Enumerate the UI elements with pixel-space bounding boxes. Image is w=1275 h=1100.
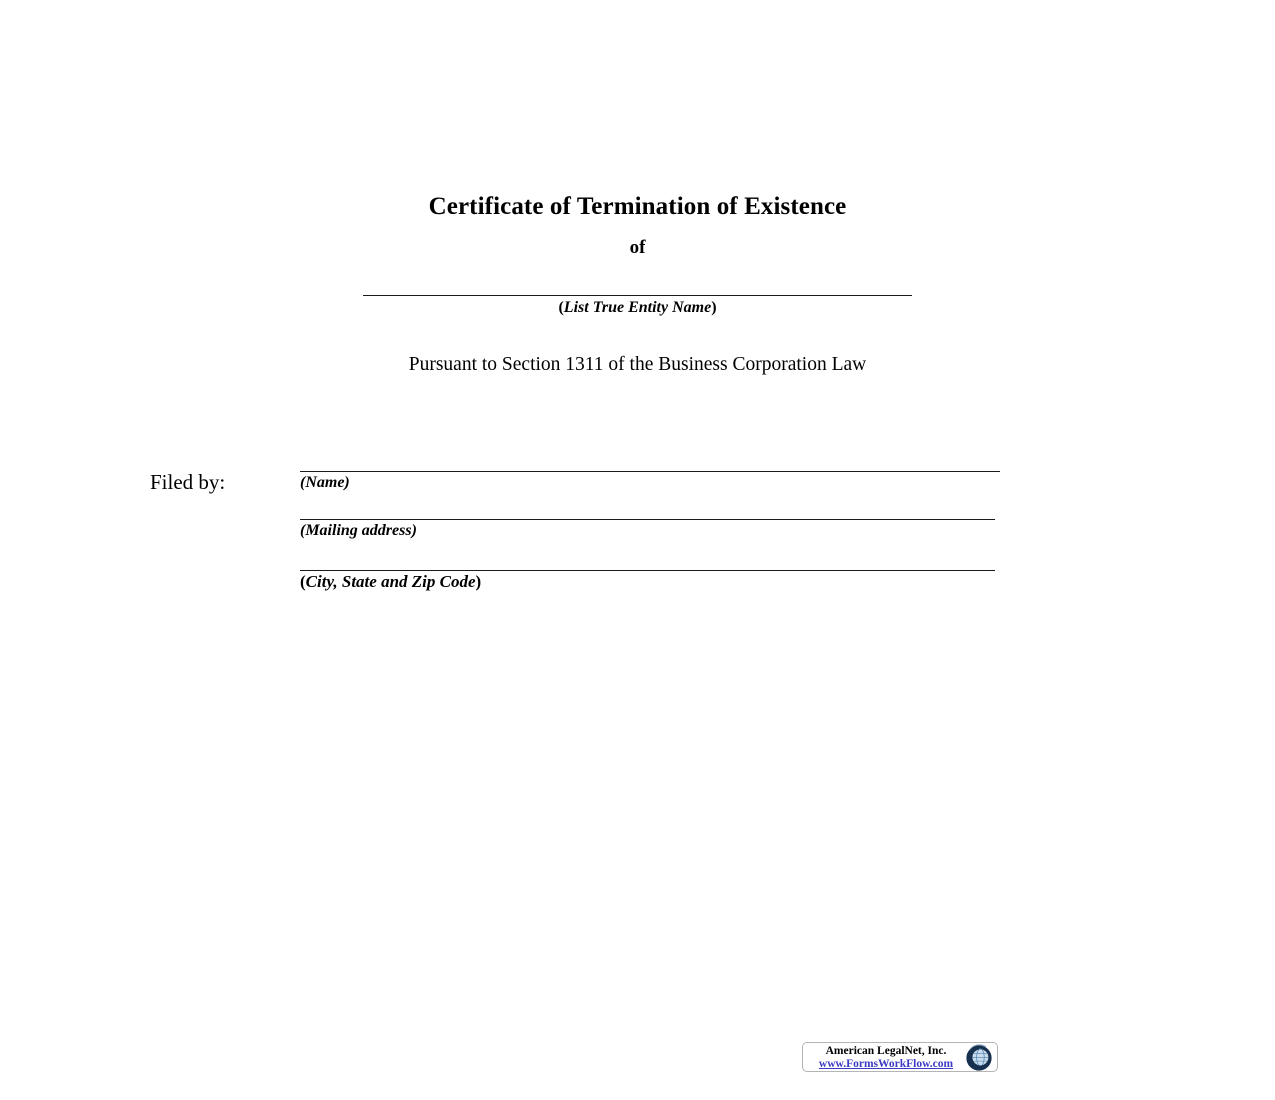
entity-caption-text: List True Entity Name <box>563 299 712 316</box>
filed-by-label: Filed by: <box>150 470 226 494</box>
entity-name-fill-line[interactable] <box>363 295 912 296</box>
statute-reference-line: Pursuant to Section 1311 of the Business Corporation Law <box>408 354 867 375</box>
footer-badge-text <box>811 1045 961 1071</box>
city-caption-close-paren: ) <box>475 572 482 591</box>
city-state-zip-caption <box>300 571 995 592</box>
footer-badge[interactable] <box>802 1042 998 1072</box>
entity-name-caption <box>0 299 1275 317</box>
filed-by-name-row <box>300 471 1000 492</box>
footer-company-name: American LegalNet, Inc. <box>825 1045 947 1057</box>
filed-by-mailing-address-row <box>300 519 995 540</box>
globe-logo-icon <box>965 1044 993 1072</box>
mailing-address-caption: (Mailing address) <box>300 522 417 539</box>
city-caption-open-paren: ( <box>300 572 306 591</box>
filed-by-city-state-zip-row <box>300 570 995 592</box>
page-title: Certificate of Termination of Existence <box>428 193 847 220</box>
name-caption: (Name) <box>300 474 350 491</box>
title-connector-of: of <box>629 237 646 258</box>
entity-caption-open-paren: ( <box>558 299 564 316</box>
footer-url-link[interactable]: www.FormsWorkFlow.com <box>818 1058 954 1070</box>
entity-caption-close-paren: ) <box>711 299 717 316</box>
city-caption-text: City, State and Zip Code <box>305 572 476 591</box>
